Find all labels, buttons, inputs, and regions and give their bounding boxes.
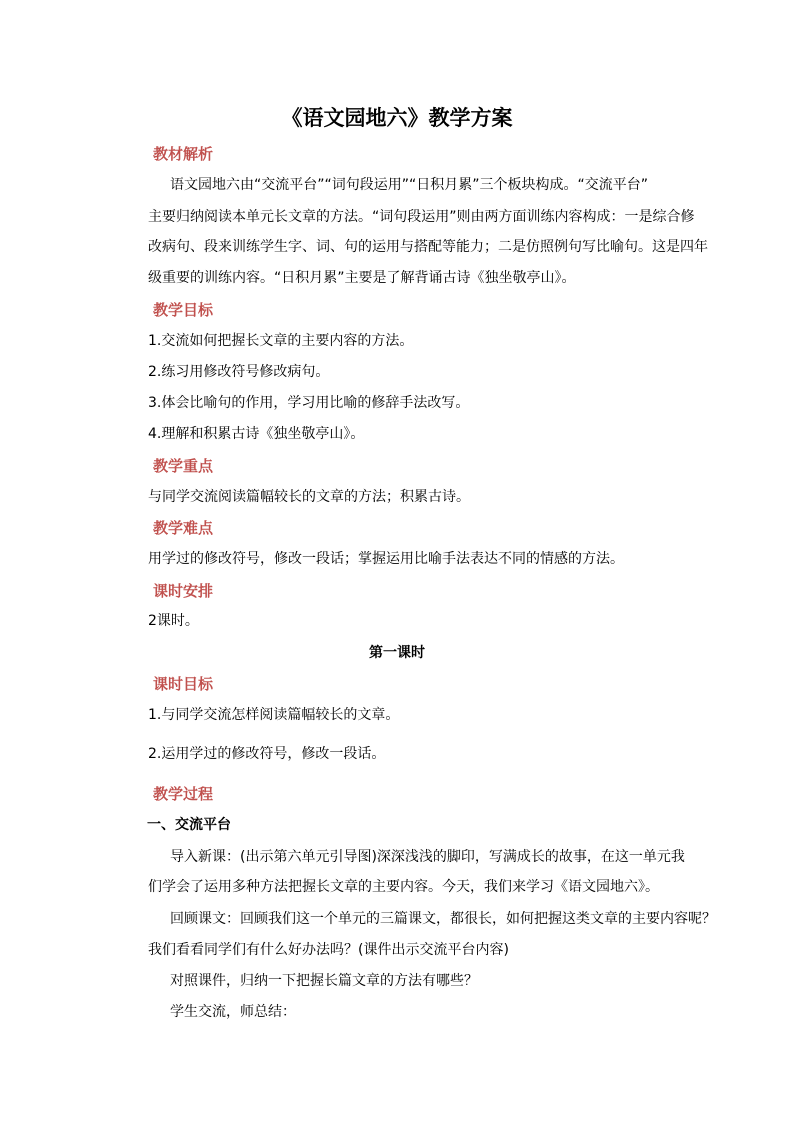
- analysis-line: 主要归纳阅读本单元长文章的方法。“词句段运用”则由两方面训练内容构成：一是综合修: [148, 209, 695, 225]
- process-line: 我们看看同学们有什么好办法吗？(课件出示交流平台内容): [148, 942, 509, 958]
- section-heading-schedule: 课时安排: [153, 582, 214, 600]
- part-heading-exchange: 一、交流平台: [147, 817, 231, 833]
- lesson-title: 第一课时: [369, 645, 425, 661]
- document-title: 《语文园地六》教学方案: [281, 105, 513, 130]
- section-heading-analysis: 教材解析: [153, 145, 214, 163]
- lesson-goal-item: 2.运用学过的修改符号，修改一段话。: [148, 746, 386, 762]
- process-line: 学生交流，师总结：: [170, 1004, 296, 1020]
- section-heading-keypoints: 教学重点: [153, 457, 214, 475]
- process-line: 导入新课：(出示第六单元引导图)深深浅浅的脚印，写满成长的故事，在这一单元我: [170, 849, 685, 865]
- analysis-line: 级重要的训练内容。“日积月累”主要是了解背诵古诗《独坐敬亭山》。: [148, 270, 576, 286]
- section-heading-goals: 教学目标: [153, 301, 214, 319]
- difficulties-text: 用学过的修改符号，修改一段话；掌握运用比喻手法表达不同的情感的方法。: [148, 551, 624, 567]
- process-line: 回顾课文：回顾我们这一个单元的三篇课文，都很长，如何把握这类文章的主要内容呢？: [170, 911, 716, 927]
- goal-item: 4.理解和积累古诗《独坐敬亭山》。: [148, 426, 365, 442]
- process-line: 们学会了运用多种方法把握长文章的主要内容。今天，我们来学习《语文园地六》。: [148, 879, 659, 895]
- schedule-text: 2课时。: [148, 613, 199, 629]
- section-heading-process: 教学过程: [153, 785, 214, 803]
- section-heading-difficulties: 教学难点: [153, 519, 214, 537]
- keypoints-text: 与同学交流阅读篇幅较长的文章的方法；积累古诗。: [148, 489, 470, 505]
- analysis-line: 改病句、段来训练学生字、词、句的运用与搭配等能力；二是仿照例句写比喻句。这是四年: [148, 239, 708, 255]
- section-heading-lesson-goals: 课时目标: [153, 675, 214, 693]
- goal-item: 2.练习用修改符号修改病句。: [148, 364, 330, 380]
- process-line: 对照课件，归纳一下把握长篇文章的方法有哪些？: [170, 973, 478, 989]
- lesson-goal-item: 1.与同学交流怎样阅读篇幅较长的文章。: [148, 707, 400, 723]
- analysis-line: 语文园地六由“交流平台”“词句段运用”“日积月累”三个板块构成。“交流平台”: [170, 177, 649, 193]
- goal-item: 1.交流如何把握长文章的主要内容的方法。: [148, 333, 414, 349]
- goal-item: 3.体会比喻句的作用，学习用比喻的修辞手法改写。: [148, 395, 470, 411]
